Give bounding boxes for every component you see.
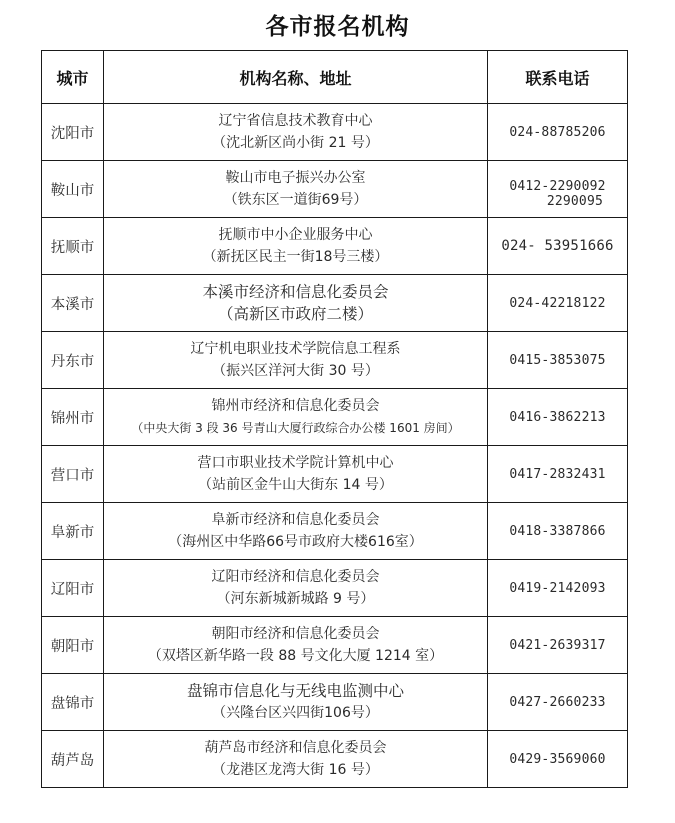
phone-cell bbox=[488, 218, 628, 275]
org-cell bbox=[104, 560, 488, 617]
phone-cell bbox=[488, 617, 628, 674]
column-header-phone: 联系电话 bbox=[488, 51, 628, 104]
phone-number: 0416-3862213 bbox=[509, 409, 606, 425]
registration-institutions-table bbox=[41, 50, 628, 788]
city-cell: 丹东市 bbox=[42, 332, 104, 389]
org-address: （双塔区新华路一段 88 号文化大厦 1214 室） bbox=[147, 648, 444, 664]
table-row bbox=[42, 218, 628, 275]
table-row bbox=[42, 674, 628, 731]
org-cell bbox=[104, 389, 488, 446]
phone-cell bbox=[488, 275, 628, 332]
phone-cell bbox=[488, 731, 628, 788]
city-cell: 营口市 bbox=[42, 446, 104, 503]
phone-number: 024-42218122 bbox=[509, 295, 606, 311]
city-cell: 阜新市 bbox=[42, 503, 104, 560]
org-address: （振兴区洋河大街 30 号） bbox=[212, 363, 379, 379]
org-name: 阜新市经济和信息化委员会 bbox=[211, 512, 380, 528]
phone-cell bbox=[488, 446, 628, 503]
org-address: （海州区中华路66号市政府大楼616室） bbox=[168, 534, 423, 550]
org-address: （中央大街 3 段 36 号青山大厦行政综合办公楼 1601 房间） bbox=[131, 421, 460, 435]
city-cell: 沈阳市 bbox=[42, 104, 104, 161]
table-row bbox=[42, 617, 628, 674]
org-name: 朝阳市经济和信息化委员会 bbox=[211, 626, 380, 642]
phone-number: 0415-3853075 bbox=[509, 352, 606, 368]
city-cell: 鞍山市 bbox=[42, 161, 104, 218]
org-cell bbox=[104, 332, 488, 389]
org-name: 营口市职业技术学院计算机中心 bbox=[197, 455, 394, 471]
org-address: （高新区市政府二楼） bbox=[217, 305, 373, 323]
phone-number: 0429-3569060 bbox=[509, 751, 606, 767]
org-address: （兴隆台区兴四街106号） bbox=[212, 705, 379, 721]
phone-number: 0427-2660233 bbox=[509, 694, 606, 710]
phone-number: 024-88785206 bbox=[509, 124, 606, 140]
org-cell bbox=[104, 218, 488, 275]
org-name: 辽阳市经济和信息化委员会 bbox=[211, 569, 380, 585]
phone-cell bbox=[488, 332, 628, 389]
city-cell: 抚顺市 bbox=[42, 218, 104, 275]
org-name: 鞍山市电子振兴办公室 bbox=[225, 170, 366, 186]
table-row bbox=[42, 275, 628, 332]
org-address: （沈北新区尚小街 21 号） bbox=[212, 135, 379, 151]
table-row bbox=[42, 104, 628, 161]
org-cell bbox=[104, 446, 488, 503]
org-name: 盘锦市信息化与无线电监测中心 bbox=[186, 682, 404, 700]
org-address: （铁东区一道街69号） bbox=[223, 192, 368, 208]
table-row bbox=[42, 446, 628, 503]
city-cell: 辽阳市 bbox=[42, 560, 104, 617]
org-cell bbox=[104, 731, 488, 788]
table-header-row bbox=[42, 51, 628, 104]
org-address: （龙港区龙湾大街 16 号） bbox=[212, 762, 379, 778]
table-row bbox=[42, 731, 628, 788]
phone-cell bbox=[488, 560, 628, 617]
table-row bbox=[42, 389, 628, 446]
org-name: 葫芦岛市经济和信息化委员会 bbox=[204, 740, 387, 756]
city-cell: 本溪市 bbox=[42, 275, 104, 332]
phone-number: 0421-2639317 bbox=[509, 637, 606, 653]
phone-cell bbox=[488, 161, 628, 218]
phone-cell bbox=[488, 104, 628, 161]
phone-number: 0418-3387866 bbox=[509, 523, 606, 539]
org-name: 抚顺市中小企业服务中心 bbox=[218, 227, 373, 243]
table-row bbox=[42, 560, 628, 617]
column-header-city: 城市 bbox=[42, 51, 104, 104]
org-name: 本溪市经济和信息化委员会 bbox=[202, 283, 389, 301]
table-row bbox=[42, 161, 628, 218]
city-cell: 盘锦市 bbox=[42, 674, 104, 731]
phone-number: 024- 53951666 bbox=[501, 238, 614, 254]
phone-cell bbox=[488, 389, 628, 446]
phone-cell bbox=[488, 674, 628, 731]
city-cell: 朝阳市 bbox=[42, 617, 104, 674]
phone-number-secondary: 2290095 bbox=[546, 194, 603, 209]
table-row bbox=[42, 503, 628, 560]
org-address: （新抚区民主一街18号三楼） bbox=[202, 249, 389, 265]
city-cell: 葫芦岛 bbox=[42, 731, 104, 788]
phone-number: 0412-2290092 bbox=[509, 179, 606, 194]
org-name: 辽宁省信息技术教育中心 bbox=[218, 113, 373, 129]
org-cell bbox=[104, 503, 488, 560]
column-header-org: 机构名称、地址 bbox=[104, 51, 488, 104]
org-cell bbox=[104, 674, 488, 731]
org-address: （河东新城新城路 9 号） bbox=[216, 591, 375, 607]
org-cell bbox=[104, 161, 488, 218]
phone-number: 0419-2142093 bbox=[509, 580, 606, 596]
phone-cell bbox=[488, 503, 628, 560]
org-address: （站前区金牛山大街东 14 号） bbox=[198, 477, 393, 493]
org-name: 锦州市经济和信息化委员会 bbox=[211, 398, 380, 414]
city-cell: 锦州市 bbox=[42, 389, 104, 446]
org-cell bbox=[104, 275, 488, 332]
phone-number: 0417-2832431 bbox=[509, 466, 606, 482]
org-cell bbox=[104, 617, 488, 674]
org-name: 辽宁机电职业技术学院信息工程系 bbox=[190, 341, 401, 357]
table-row bbox=[42, 332, 628, 389]
page-title: 各市报名机构 bbox=[265, 13, 410, 40]
org-cell bbox=[104, 104, 488, 161]
